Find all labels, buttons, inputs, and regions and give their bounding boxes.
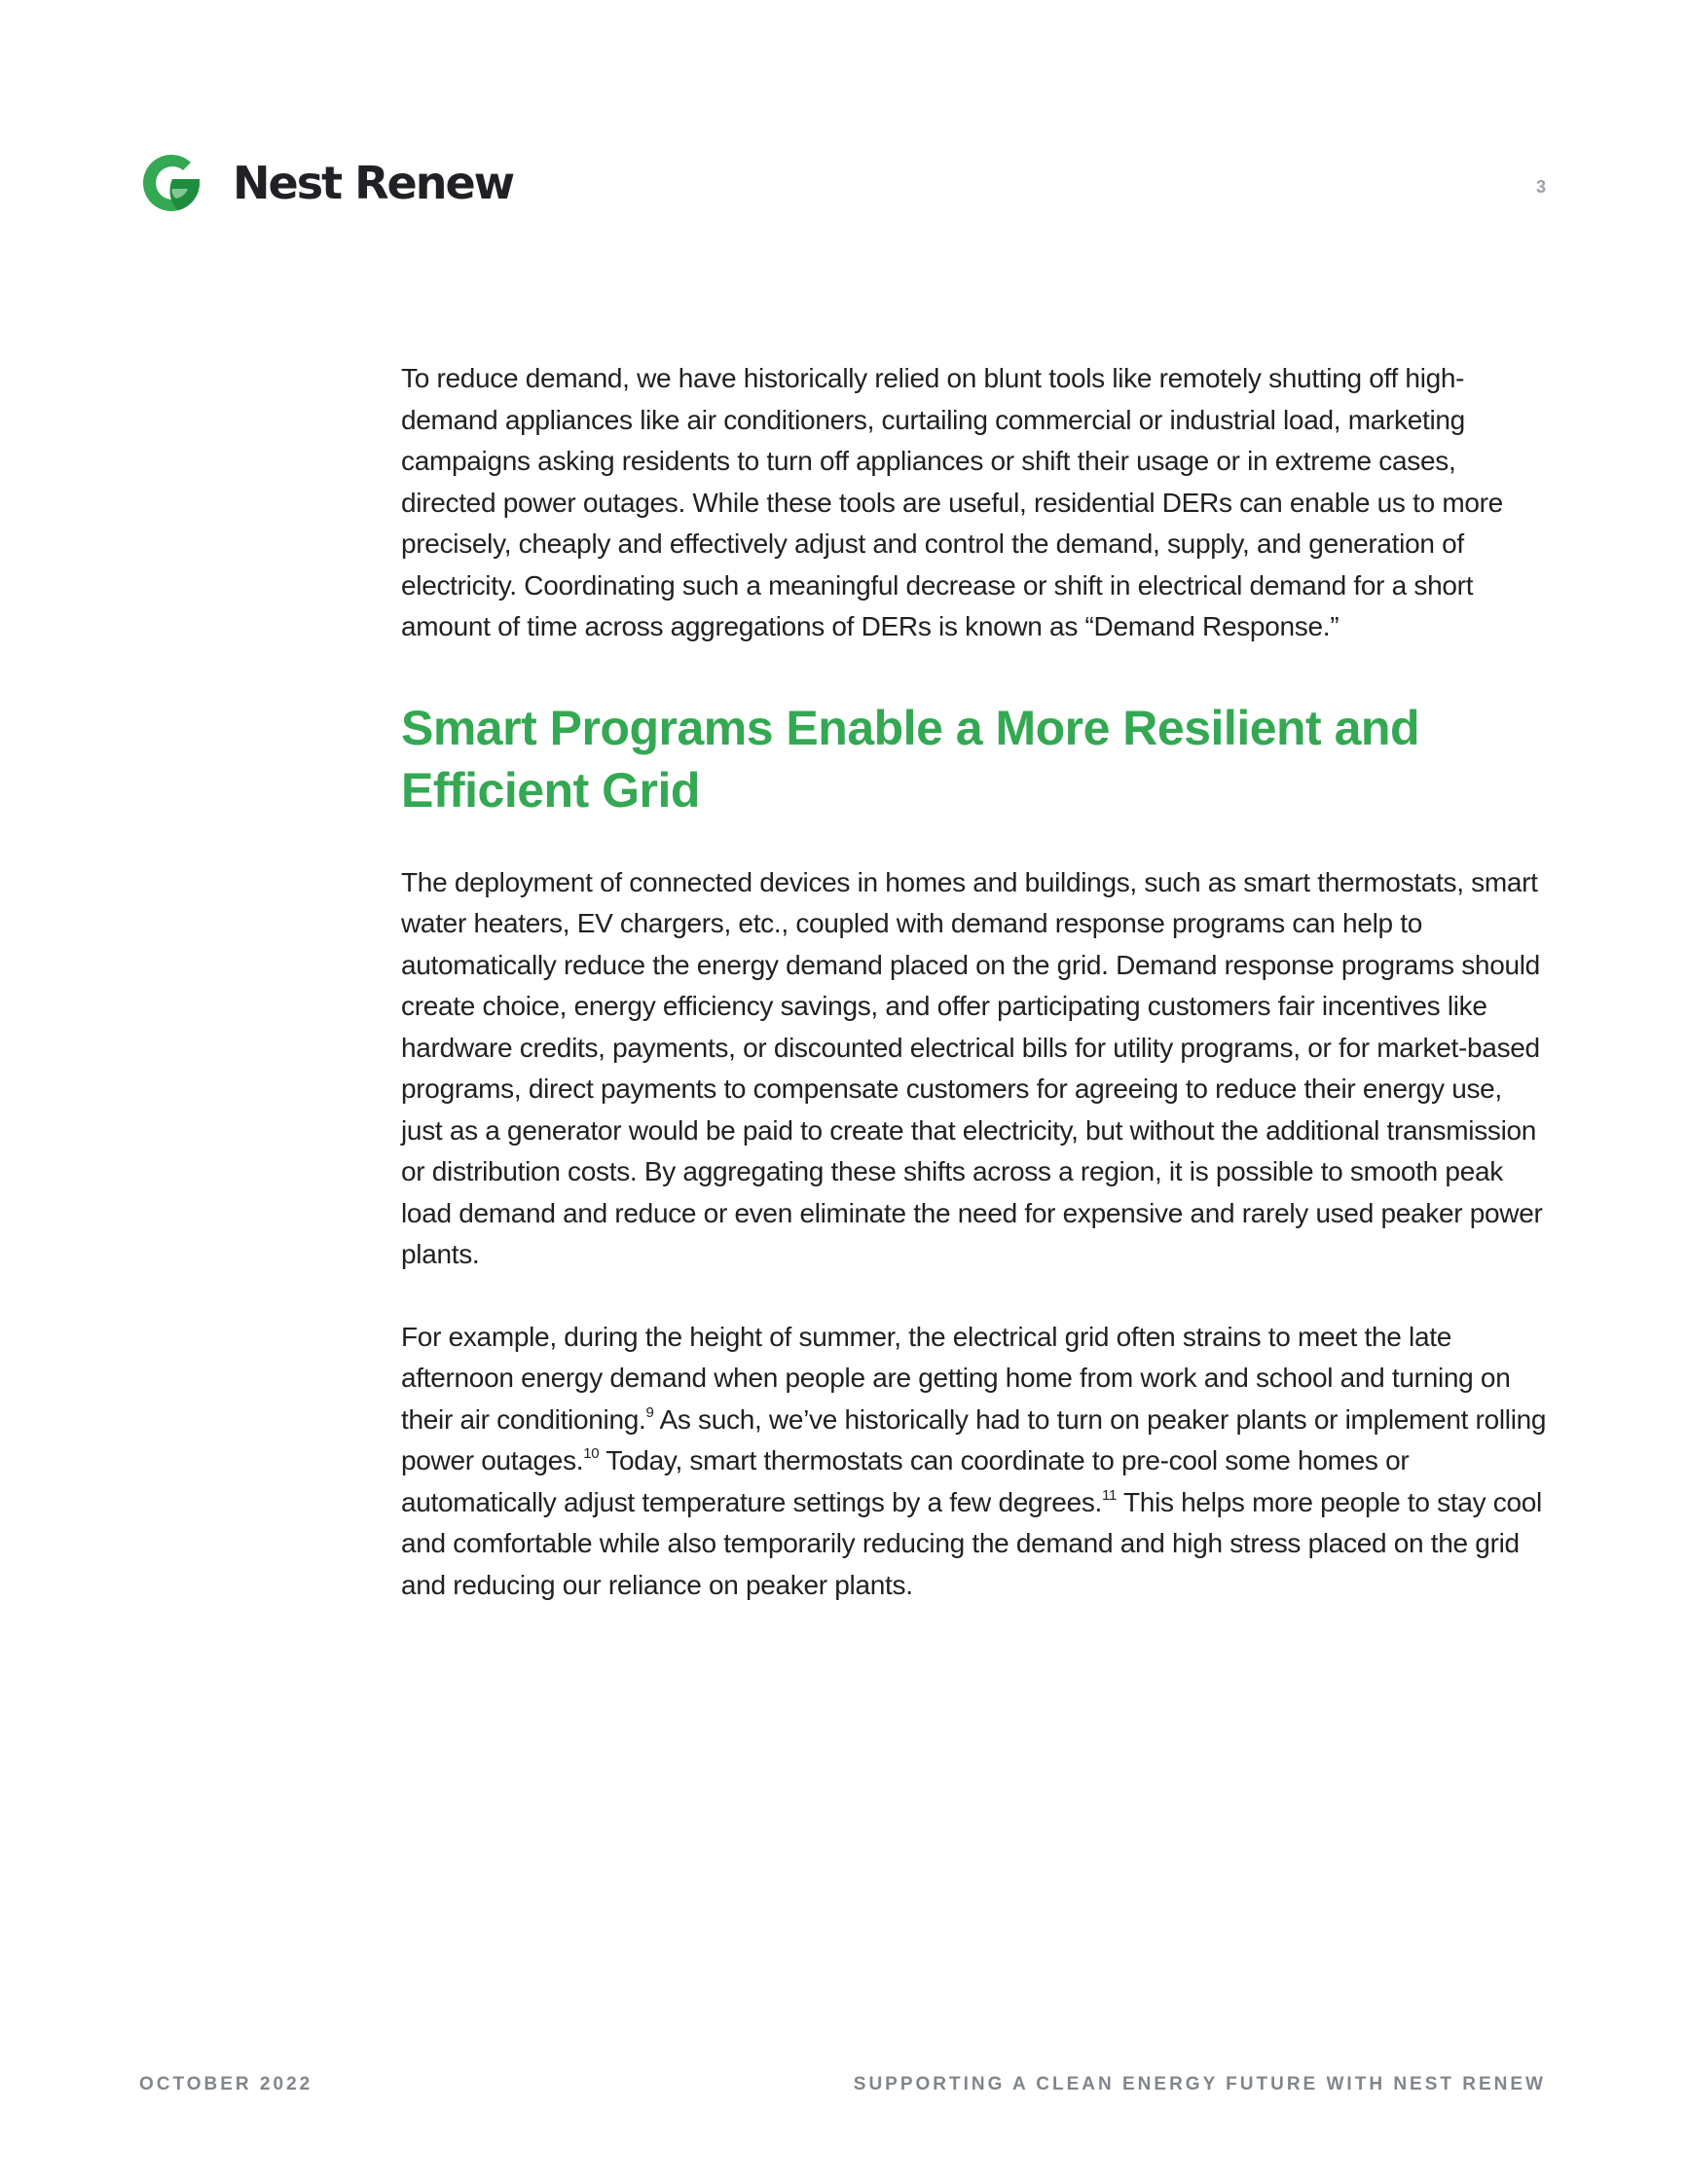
- footnote-ref[interactable]: 11: [1102, 1486, 1118, 1504]
- header-logo: [139, 151, 513, 215]
- footer-title: SUPPORTING A CLEAN ENERGY FUTURE WITH NEST RENEW: [853, 2074, 1546, 2094]
- main-content: [401, 358, 1550, 1606]
- page-number: 3: [1535, 177, 1546, 197]
- footer-date: OCTOBER 2022: [139, 2074, 313, 2094]
- footnote-ref[interactable]: 10: [583, 1445, 600, 1462]
- text-segment: This helps more people to stay cool and comfortable while also temporarily reducing the demand and high stress placed on the grid and reducing our reliance on peaker plants.: [401, 1486, 1542, 1600]
- footnote-ref[interactable]: 9: [645, 1403, 654, 1421]
- paragraph-summer-example: [401, 1317, 1550, 1607]
- text-segment: As such, we’ve historically had to turn on peaker plants or implement rolling power outages.: [401, 1403, 1547, 1475]
- section-heading: Smart Programs Enable a More Resilient and Efficient Grid: [401, 700, 1419, 818]
- text-segment: Today, smart thermostats can coordinate to pre-cool some homes or automatically adjust temperature settings by a few degrees.: [401, 1445, 1410, 1517]
- nest-renew-g-icon: [139, 151, 203, 215]
- text-segment: For example, during the height of summer, the electrical grid often strains to meet the late afternoon energy demand when people are getting home from work and school and turning on their air conditioning.: [401, 1321, 1511, 1435]
- paragraph-connected-devices: The deployment of connected devices in homes and buildings, such as smart thermostats, smart water heaters, EV chargers, etc., coupled with demand response programs can help to automatically reduce the energy demand placed on the grid. Demand response programs should create choice, energy efficiency savings, and offer participating customers fair incentives like hardware credits, payments, or discounted electrical bills for utility programs, or for market-based programs, direct payments to compensate customers for agreeing to reduce their energy use, just as a generator would be paid to create that electricity, but without the additional transmission or distribution costs. By aggregating these shifts across a region, it is possible to smooth peak load demand and reduce or even eliminate the need for expensive and rarely used peaker power plants.: [401, 866, 1543, 1269]
- logo-text: Nest Renew: [233, 157, 514, 209]
- paragraph-demand-reduction: To reduce demand, we have historically relied on blunt tools like remotely shutting off high-demand appliances like air conditioners, curtailing commercial or industrial load, marketing campaigns asking residents to turn off appliances or shift their usage or in extreme cases, directed power outages. While these tools are useful, residential DERs can enable us to more precisely, cheaply and effectively adjust and control the demand, supply, and generation of electricity. Coordinating such a meaningful decrease or shift in electrical demand for a short amount of time across aggregations of DERs is known as “Demand Response.”: [401, 363, 1503, 641]
